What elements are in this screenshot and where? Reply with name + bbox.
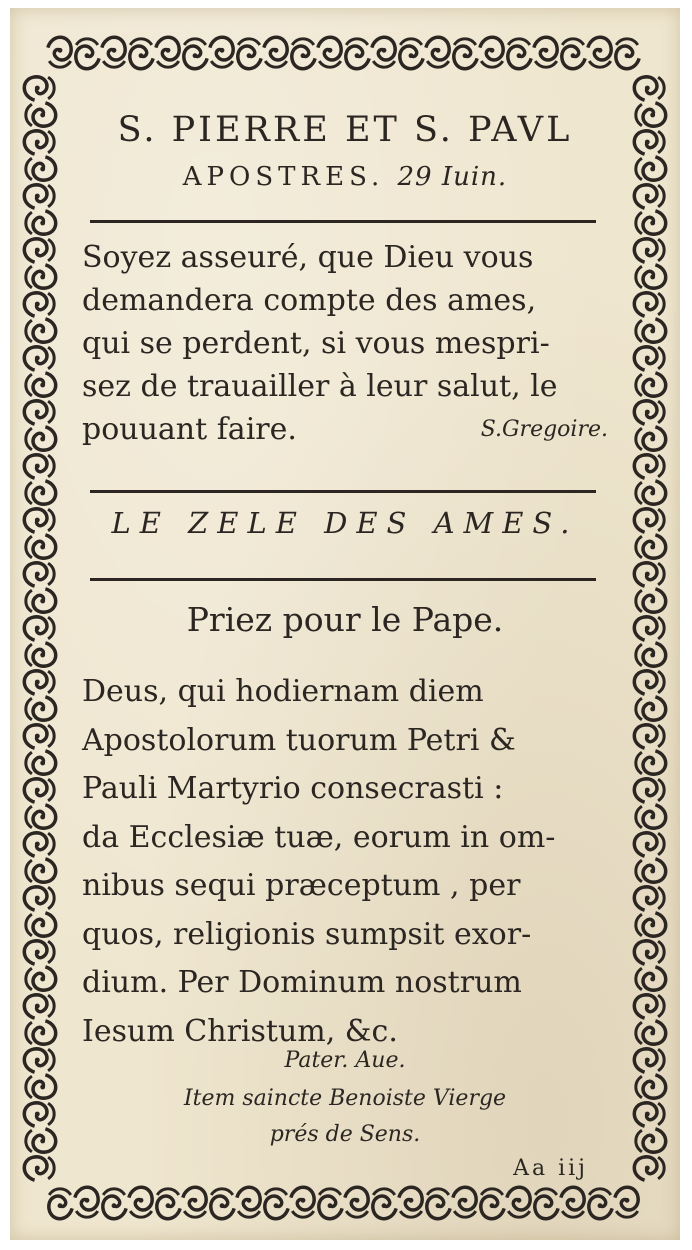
border-ornament xyxy=(24,1103,54,1126)
border-ornament xyxy=(26,643,56,666)
border-ornament xyxy=(76,39,99,69)
item-note-line1: Item saincte Benoiste Vierge xyxy=(183,1086,507,1111)
border-ornament xyxy=(24,509,54,532)
border-ornament xyxy=(26,697,56,720)
border-ornament xyxy=(634,617,664,640)
border-ornament xyxy=(634,779,664,802)
border-ornament xyxy=(427,1189,450,1219)
border-ornament xyxy=(636,265,666,288)
prayer-line: Deus, qui hodiernam diem xyxy=(82,674,484,709)
prayer-card xyxy=(10,8,680,1240)
border-ornament xyxy=(24,293,54,316)
border-ornament xyxy=(24,887,54,910)
border-ornament xyxy=(26,913,56,936)
border-ornament xyxy=(24,671,54,694)
border-ornament xyxy=(634,1157,664,1180)
prayer-line: dium. Per Dominum nostrum xyxy=(82,965,522,1000)
border-ornament xyxy=(24,347,54,370)
border-ornament xyxy=(26,967,56,990)
border-ornament xyxy=(480,37,503,67)
border-ornament xyxy=(636,589,666,612)
border-ornament xyxy=(238,39,261,69)
border-ornament xyxy=(130,39,153,69)
border-ornament xyxy=(561,1187,584,1217)
pater-ave: Pater. Aue. xyxy=(284,1048,406,1073)
border-ornament xyxy=(588,37,611,67)
border-ornament xyxy=(345,1187,368,1217)
border-ornament xyxy=(26,1129,56,1152)
border-ornament xyxy=(589,1189,612,1219)
prayer-line: Apostolorum tuorum Petri & xyxy=(82,722,516,758)
border-ornament xyxy=(636,103,666,126)
quote-author: S.Gregoire. xyxy=(480,417,608,442)
border-ornament xyxy=(346,39,369,69)
border-ornament xyxy=(129,1187,152,1217)
border-ornament xyxy=(319,1189,342,1219)
border-ornament xyxy=(26,805,56,828)
border-ornament xyxy=(634,725,664,748)
prayer-line: quos, religionis sumpsit exor- xyxy=(82,916,532,952)
border-ornament xyxy=(535,1189,558,1219)
subject-heading: LE ZELE DES AMES. xyxy=(111,506,579,540)
border-ornament xyxy=(318,37,341,67)
border-ornament xyxy=(454,39,477,69)
border-ornament xyxy=(634,131,664,154)
border-ornament xyxy=(636,1075,666,1098)
border-ornament xyxy=(634,455,664,478)
border-ornament xyxy=(634,77,664,100)
border-ornament xyxy=(24,941,54,964)
item-note-line2: prés de Sens. xyxy=(269,1122,421,1147)
border-ornament xyxy=(400,39,423,69)
prayer-line: Pauli Martyrio consecrasti : xyxy=(82,771,504,806)
border-ornament xyxy=(634,995,664,1018)
border-ornament xyxy=(453,1187,476,1217)
border-ornament xyxy=(426,37,449,67)
border-ornament xyxy=(24,239,54,262)
border-ornament xyxy=(634,347,664,370)
border-ornament xyxy=(291,1187,314,1217)
prayer-line: da Ecclesiæ tuæ, eorum in om- xyxy=(82,819,556,855)
border-ornament xyxy=(507,1187,530,1217)
divider-rule xyxy=(90,578,596,581)
border-ornament xyxy=(26,427,56,450)
border-ornament xyxy=(636,1129,666,1152)
border-ornament xyxy=(24,617,54,640)
border-ornament xyxy=(636,319,666,342)
border-ornament xyxy=(211,1189,234,1219)
border-ornament xyxy=(26,859,56,882)
border-ornament xyxy=(636,751,666,774)
border-ornament xyxy=(26,481,56,504)
prayer-line: Iesum Christum, &c. xyxy=(82,1013,398,1049)
border-ornament xyxy=(634,833,664,856)
prayer-heading: Priez pour le Pape. xyxy=(186,600,504,639)
border-ornament xyxy=(156,37,179,67)
border-ornament xyxy=(634,293,664,316)
border-ornament xyxy=(636,967,666,990)
border-ornament xyxy=(184,39,207,69)
border-ornament xyxy=(634,185,664,208)
border-ornament xyxy=(636,481,666,504)
quote-line: qui se perdent, si vous mespri- xyxy=(82,326,550,361)
border-ornament xyxy=(399,1187,422,1217)
quote-line: Soyez asseuré, que Dieu vous xyxy=(82,240,534,275)
border-ornament xyxy=(636,427,666,450)
border-ornament xyxy=(634,941,664,964)
quote-line-last xyxy=(82,408,608,451)
border-ornament xyxy=(636,697,666,720)
border-ornament xyxy=(26,589,56,612)
border-ornament xyxy=(75,1187,98,1217)
quote-block xyxy=(82,236,608,451)
border-ornament xyxy=(634,671,664,694)
border-ornament xyxy=(210,37,233,67)
border-ornament xyxy=(634,1049,664,1072)
quote-line: sez de trauailler à leur salut, le xyxy=(82,369,558,404)
border-ornament xyxy=(237,1187,260,1217)
border-ornament xyxy=(372,37,395,67)
border-ornament xyxy=(616,39,639,69)
border-ornament xyxy=(373,1189,396,1219)
prayer-text xyxy=(82,668,608,1056)
border-ornament xyxy=(634,563,664,586)
quote-line: demandera compte des ames, xyxy=(82,283,537,318)
border-ornament xyxy=(24,401,54,424)
border-ornament xyxy=(24,1049,54,1072)
border-ornament xyxy=(24,779,54,802)
border-ornament xyxy=(24,455,54,478)
border-ornament xyxy=(26,751,56,774)
feast-date: 29 Iuin. xyxy=(397,162,508,192)
border-ornament xyxy=(636,157,666,180)
border-ornament xyxy=(634,509,664,532)
quote-line: pouuant faire. xyxy=(82,412,297,447)
border-ornament xyxy=(24,995,54,1018)
divider-rule xyxy=(90,220,596,223)
border-ornament xyxy=(26,211,56,234)
feast-subtitle xyxy=(82,162,608,192)
border-ornament xyxy=(26,319,56,342)
border-ornament xyxy=(103,1189,126,1219)
border-ornament xyxy=(508,39,531,69)
border-ornament xyxy=(534,37,557,67)
border-ornament xyxy=(636,805,666,828)
prayer-line: nibus sequi præceptum , per xyxy=(82,868,521,903)
border-ornament xyxy=(24,833,54,856)
border-ornament xyxy=(24,185,54,208)
border-ornament xyxy=(26,373,56,396)
border-ornament xyxy=(481,1189,504,1219)
border-ornament xyxy=(292,39,315,69)
border-ornament xyxy=(183,1187,206,1217)
border-ornament xyxy=(24,563,54,586)
border-ornament xyxy=(636,535,666,558)
border-ornament xyxy=(49,1189,72,1219)
border-ornament xyxy=(26,1021,56,1044)
border-ornament xyxy=(636,1021,666,1044)
border-ornament xyxy=(24,725,54,748)
border-ornament xyxy=(636,373,666,396)
border-ornament xyxy=(26,103,56,126)
border-ornament xyxy=(26,157,56,180)
border-ornament xyxy=(636,211,666,234)
subtitle-apostres: APOSTRES. xyxy=(182,162,385,192)
border-ornament xyxy=(26,1075,56,1098)
border-ornament xyxy=(636,859,666,882)
signature-mark: Aa iij xyxy=(513,1156,588,1181)
page-title: S. PIERRE ET S. PAVL xyxy=(117,110,573,150)
border-ornament xyxy=(24,131,54,154)
border-ornament xyxy=(24,77,54,100)
border-ornament xyxy=(562,39,585,69)
border-ornament xyxy=(634,887,664,910)
border-ornament xyxy=(48,37,71,67)
border-ornament xyxy=(265,1189,288,1219)
border-ornament xyxy=(264,37,287,67)
border-ornament xyxy=(634,239,664,262)
border-ornament xyxy=(636,913,666,936)
border-ornament xyxy=(615,1187,638,1217)
border-ornament xyxy=(636,643,666,666)
border-ornament xyxy=(102,37,125,67)
border-ornament xyxy=(24,1157,54,1180)
divider-rule xyxy=(90,490,596,493)
border-ornament xyxy=(634,401,664,424)
border-ornament xyxy=(157,1189,180,1219)
border-ornament xyxy=(26,535,56,558)
border-ornament xyxy=(26,265,56,288)
border-ornament xyxy=(634,1103,664,1126)
